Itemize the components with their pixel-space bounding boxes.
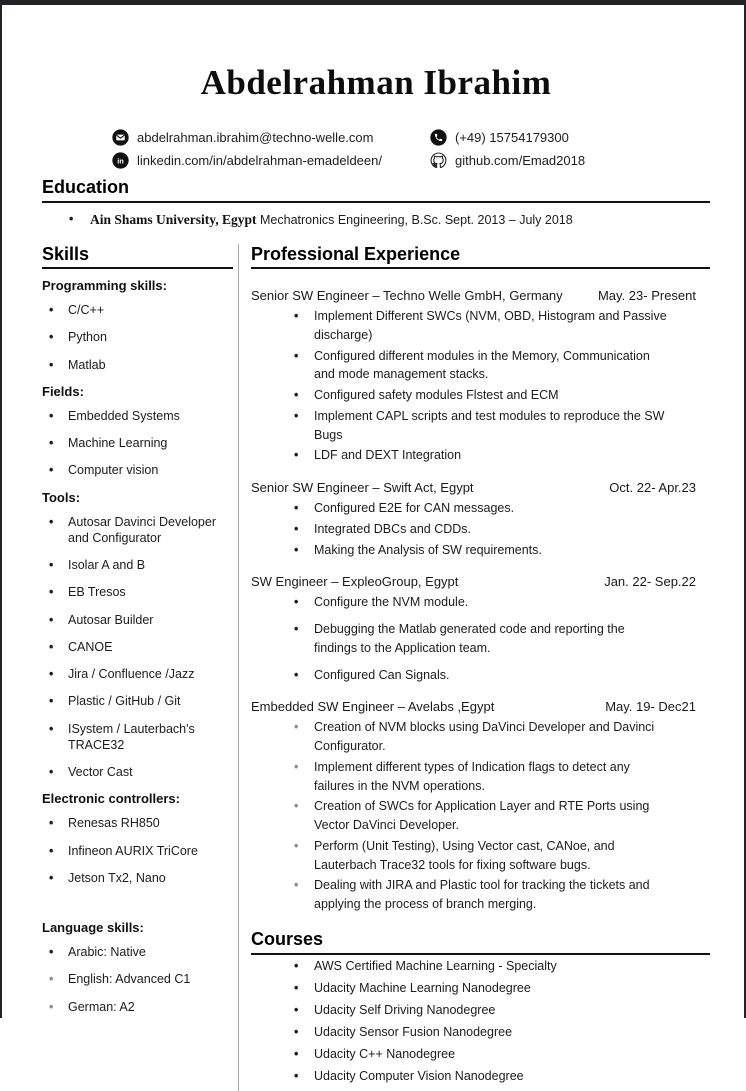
bullet-dot: •	[49, 694, 54, 709]
job-bullet-list	[251, 593, 710, 684]
job-header	[251, 288, 710, 303]
job-bullet: • Configure the NVM module.	[251, 593, 668, 612]
job-dates: May. 23- Present	[597, 288, 696, 304]
envelope-icon	[112, 129, 129, 146]
bullet-dot: •	[49, 870, 54, 885]
skill-item-label: C/C++	[68, 303, 105, 318]
courses-heading: Courses	[251, 928, 324, 949]
skill-item	[42, 357, 233, 373]
bullet-dot: •	[49, 357, 54, 372]
job-bullet: • Dealing with JIRA and Plastic tool for tracking the tickets and applying the process of branch merging.	[251, 876, 668, 914]
skills-heading: Skills	[42, 243, 90, 264]
skill-item	[42, 612, 233, 628]
skill-item	[42, 721, 233, 754]
experience-heading: Professional Experience	[251, 243, 461, 264]
job-header	[251, 699, 710, 714]
education-institution: Ain Shams University, Egypt	[90, 211, 257, 227]
github-text[interactable]: github.com/Emad2018	[455, 153, 586, 168]
skill-item-label: Autosar Builder	[68, 612, 154, 627]
education-section	[42, 177, 710, 228]
job-bullet: • Configured Can Signals.	[251, 666, 668, 685]
skill-item-label: Renesas RH850	[68, 816, 160, 831]
skill-item	[42, 843, 233, 859]
email-text[interactable]: abdelrahman.ibrahim@techno-welle.com	[137, 130, 374, 145]
experience-column	[239, 244, 710, 1091]
github-icon	[430, 152, 447, 169]
job-header	[251, 480, 710, 495]
job-dates: May. 19- Dec21	[605, 699, 696, 715]
page-title: Abdelrahman Ibrahim	[200, 63, 552, 102]
job-entry	[251, 480, 710, 559]
job-entry	[251, 574, 710, 684]
skill-item-label: Vector Cast	[68, 765, 133, 780]
job-bullet-list	[251, 307, 710, 465]
education-heading: Education	[42, 177, 130, 197]
skill-item	[42, 870, 233, 886]
skills-group-label: Electronic controllers:	[42, 791, 180, 807]
svg-text:in: in	[117, 156, 124, 166]
bullet-dot: •	[49, 514, 54, 529]
linkedin-row	[112, 152, 430, 169]
job-bullet: • Configured safety modules Flstest and ECM	[251, 386, 668, 405]
skill-item	[42, 764, 233, 780]
skills-column	[42, 244, 239, 1091]
phone-row	[430, 129, 585, 146]
skill-item	[42, 693, 233, 709]
skill-item	[42, 584, 233, 600]
skill-item	[42, 971, 233, 987]
skill-item	[42, 999, 233, 1015]
courses-section	[251, 929, 710, 1083]
skill-item-label: Computer vision	[68, 463, 159, 478]
phone-text[interactable]: (+49) 15754179300	[455, 130, 569, 145]
experience-heading-rule	[251, 244, 710, 270]
bullet-dot: •	[49, 765, 54, 780]
skill-item-label: Isolar A and B	[68, 558, 146, 573]
skill-item	[42, 944, 233, 960]
course-item: • Udacity C++ Nanodegree	[251, 1047, 710, 1061]
job-header	[251, 574, 710, 589]
skill-item	[42, 302, 233, 318]
skill-item-label: English: Advanced C1	[68, 972, 191, 987]
job-title: Embedded SW Engineer – Avelabs ,Egypt	[251, 699, 495, 715]
bullet-dot: •	[49, 330, 54, 345]
course-item: • Udacity Machine Learning Nanodegree	[251, 981, 710, 995]
job-entry	[251, 699, 710, 914]
job-bullet-list	[251, 718, 710, 914]
course-item: • Udacity Self Driving Nanodegree	[251, 1003, 710, 1017]
job-bullet: • Configured different modules in the Memory, Communication and mode management stacks.	[251, 347, 668, 385]
skill-item	[42, 639, 233, 655]
skill-item-label: ISystem / Lauterbach's TRACE32	[68, 721, 195, 752]
job-title: SW Engineer – ExpleoGroup, Egypt	[251, 574, 459, 590]
job-dates: Jan. 22- Sep.22	[604, 574, 696, 590]
skills-heading-rule	[42, 244, 233, 270]
job-title: Senior SW Engineer – Swift Act, Egypt	[251, 480, 474, 496]
skills-group-label: Language skills:	[42, 920, 144, 936]
bullet-dot: •	[49, 721, 54, 736]
skill-item-label: Python	[68, 330, 107, 345]
skill-item	[42, 815, 233, 831]
linkedin-icon	[112, 152, 129, 169]
course-item: • AWS Certified Machine Learning - Specialty	[251, 959, 710, 973]
bullet-dot: •	[49, 999, 54, 1014]
bullet-dot: •	[49, 667, 54, 682]
email-row	[112, 129, 430, 146]
job-bullet: • Making the Analysis of SW requirements.	[251, 541, 668, 560]
contact-column-right	[430, 129, 585, 169]
skill-item-label: Arabic: Native	[68, 945, 146, 960]
skill-item-label: CANOE	[68, 639, 113, 654]
skill-item-label: German: A2	[68, 999, 135, 1014]
skill-item-label: Infineon AURIX TriCore	[68, 843, 198, 858]
bullet-dot: •	[49, 303, 54, 318]
skill-item	[42, 408, 233, 424]
phone-icon	[430, 129, 447, 146]
bullet-dot: •	[49, 972, 54, 987]
education-heading-rule	[42, 177, 710, 203]
bullet-dot: •	[49, 408, 54, 423]
skill-item	[42, 514, 233, 547]
contact-block	[112, 129, 710, 169]
skill-item-label: Autosar Davinci Developer and Configurator	[68, 514, 216, 545]
job-bullet: • Implement Different SWCs (NVM, OBD, Histogram and Passive discharge)	[251, 307, 668, 345]
bullet-dot: •	[49, 816, 54, 831]
job-bullet: • Integrated DBCs and CDDs.	[251, 520, 668, 539]
courses-heading-rule	[251, 929, 710, 955]
education-item	[42, 212, 710, 228]
job-bullet: • Creation of NVM blocks using DaVinci Developer and Davinci Configurator.	[251, 718, 668, 756]
bullet-dot: •	[49, 463, 54, 478]
bullet-dot: •	[49, 843, 54, 858]
job-bullet-list	[251, 499, 710, 559]
two-column-body	[42, 244, 710, 1091]
skills-group-label: Fields:	[42, 383, 84, 399]
skill-item	[42, 666, 233, 682]
job-bullet: • Perform (Unit Testing), Using Vector cast, CANoe, and Lauterbach Trace32 tools for fixing software bugs.	[251, 837, 668, 875]
job-bullet: • Implement CAPL scripts and test modules to reproduce the SW Bugs	[251, 407, 668, 445]
job-bullet: • Debugging the Matlab generated code and reporting the findings to the Application team.	[251, 620, 668, 658]
skill-item	[42, 462, 233, 478]
bullet-dot: •	[49, 558, 54, 573]
job-bullet: • LDF and DEXT Integration	[251, 446, 668, 465]
job-bullet: • Creation of SWCs for Application Layer and RTE Ports using Vector DaVinci Developer.	[251, 797, 668, 835]
skill-item-label: Jira / Confluence /Jazz	[68, 667, 195, 682]
job-dates: Oct. 22- Apr.23	[609, 480, 696, 496]
skill-item-label: Matlab	[68, 357, 106, 372]
job-title: Senior SW Engineer – Techno Welle GmbH, Germany	[251, 288, 563, 304]
bullet-dot: •	[49, 436, 54, 451]
job-bullet: • Implement different types of Indication flags to detect any failures in the NVM operations.	[251, 758, 668, 796]
skill-item-label: Machine Learning	[68, 436, 168, 451]
skill-item-label: Embedded Systems	[68, 408, 180, 423]
bullet-dot: •	[49, 945, 54, 960]
skill-item-label: Plastic / GitHub / Git	[68, 694, 181, 709]
skill-item	[42, 557, 233, 573]
job-entry	[251, 288, 710, 465]
skill-item	[42, 435, 233, 451]
job-bullet: • Configured E2E for CAN messages.	[251, 499, 668, 518]
bullet-dot: •	[49, 639, 54, 654]
skills-group-label: Programming skills:	[42, 278, 167, 294]
course-item: • Udacity Computer Vision Nanodegree	[251, 1069, 710, 1083]
skill-item-label: EB Tresos	[68, 585, 126, 600]
github-row	[430, 152, 585, 169]
bullet-dot: •	[49, 585, 54, 600]
bullet-dot: •	[49, 612, 54, 627]
skills-group-label: Tools:	[42, 489, 81, 505]
skill-item-label: Jetson Tx2, Nano	[68, 870, 166, 885]
skill-item	[42, 329, 233, 345]
contact-column-left	[112, 129, 430, 169]
linkedin-text[interactable]: linkedin.com/in/abdelrahman-emadeldeen/	[137, 153, 382, 168]
education-details: Mechatronics Engineering, B.Sc. Sept. 2013 – July 2018	[260, 212, 573, 227]
course-item: • Udacity Sensor Fusion Nanodegree	[251, 1025, 710, 1039]
